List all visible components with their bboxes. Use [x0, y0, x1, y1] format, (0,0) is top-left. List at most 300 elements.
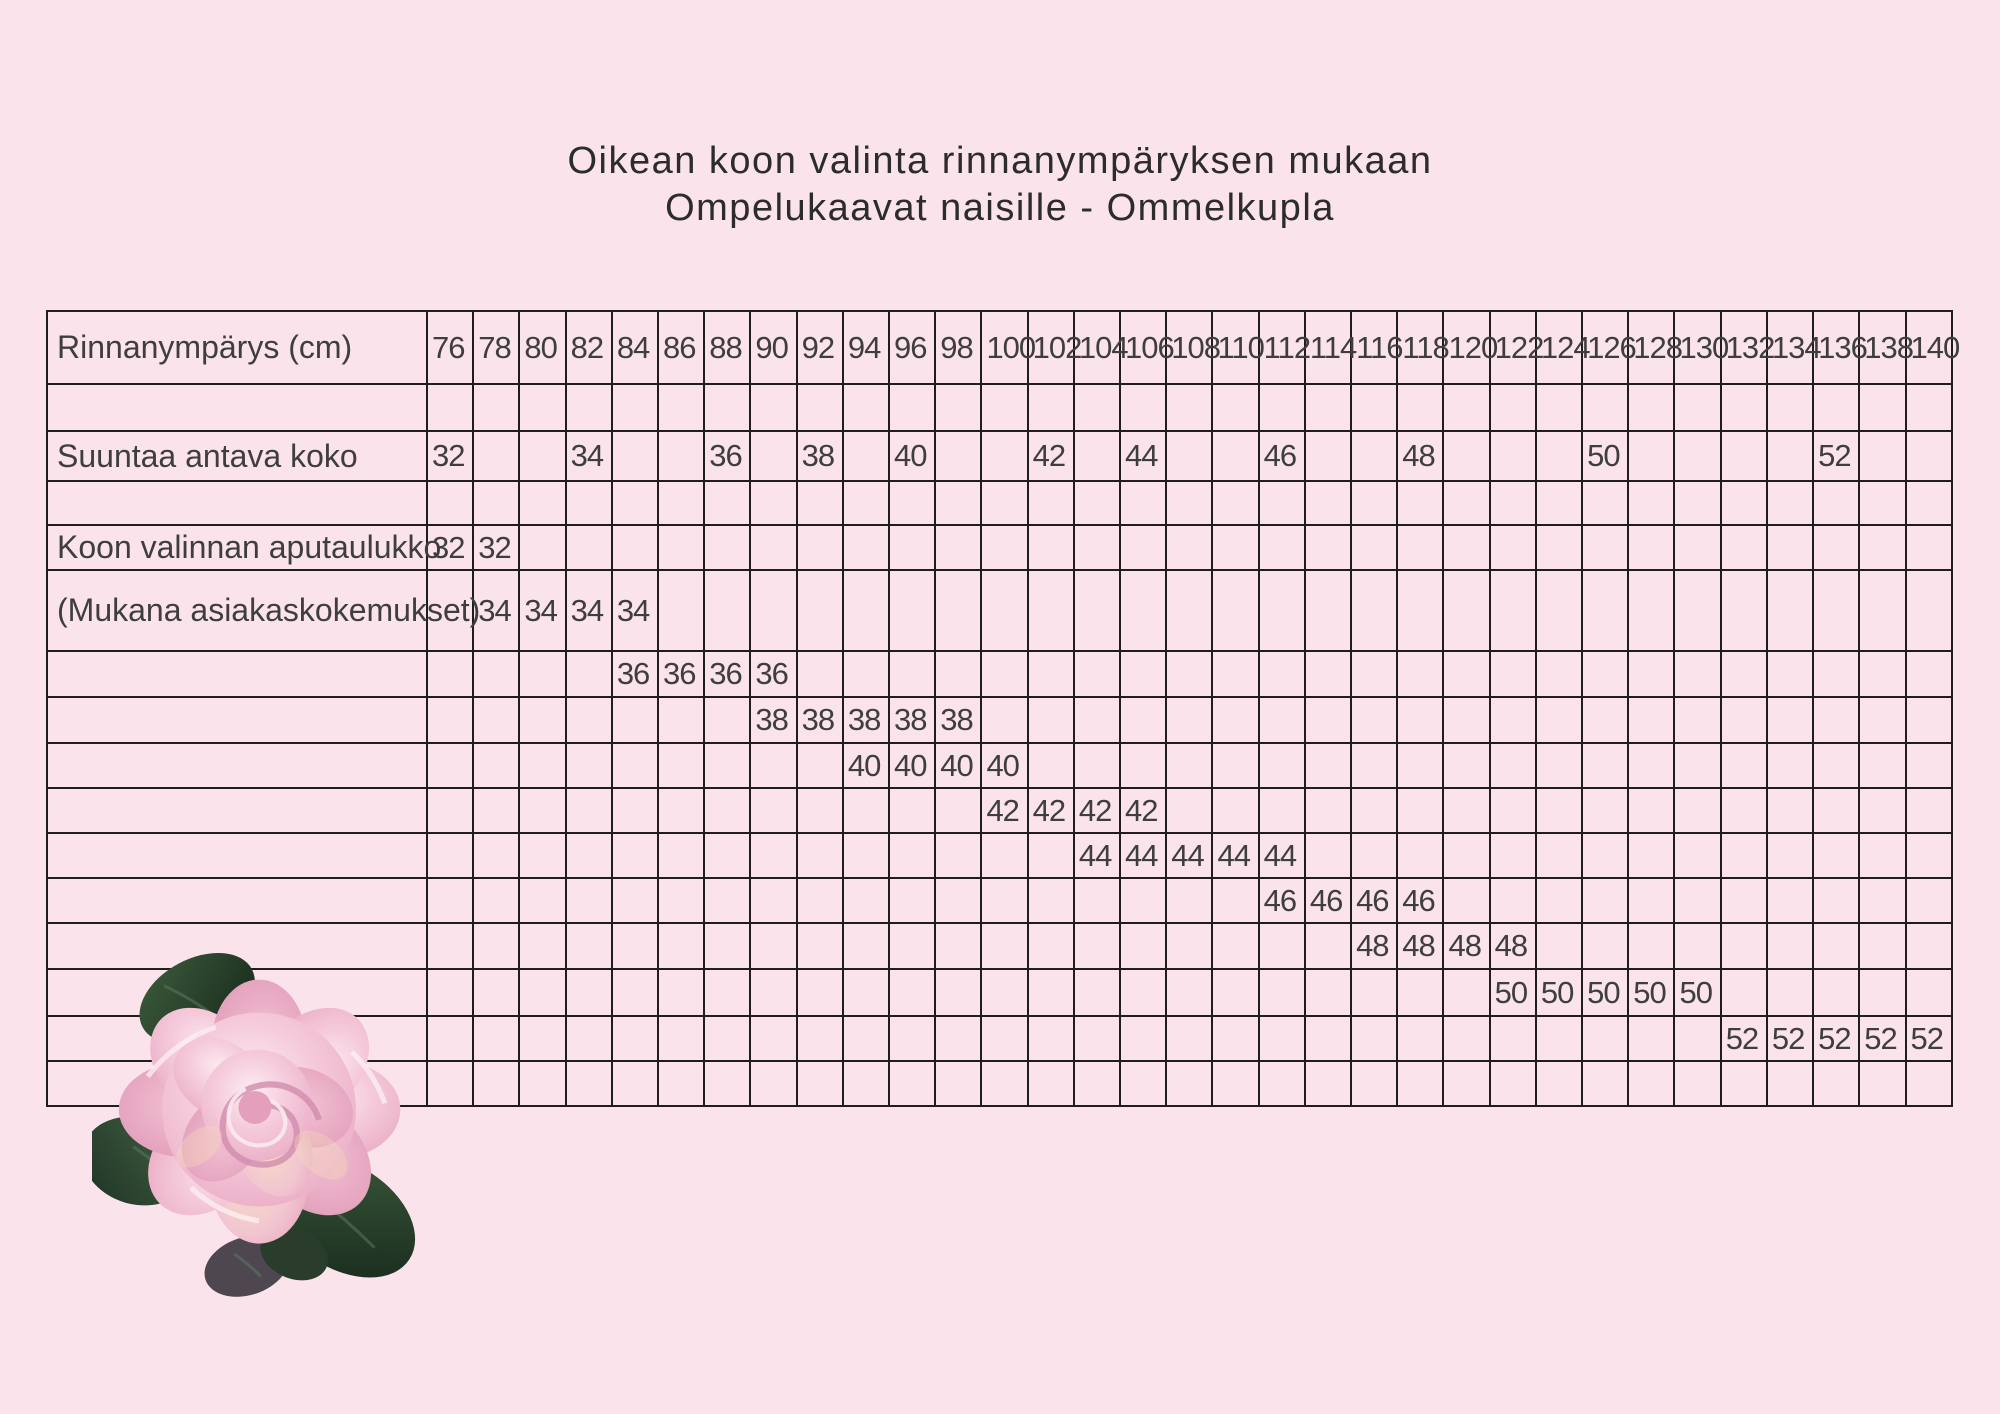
size-cell [1351, 481, 1397, 525]
size-cell [1351, 788, 1397, 833]
size-cell [1028, 525, 1074, 570]
size-row [47, 833, 1952, 878]
size-cell [1443, 431, 1489, 481]
size-cell [1628, 1061, 1674, 1106]
size-cell [1536, 697, 1582, 743]
size-cell [1674, 923, 1720, 969]
size-cell [1351, 651, 1397, 697]
bust-value-cell: 80 [519, 311, 565, 384]
bust-value-cell: 124 [1536, 311, 1582, 384]
size-cell [1767, 384, 1813, 431]
size-cell [1259, 743, 1305, 788]
size-cell [1120, 1016, 1166, 1061]
size-cell [981, 969, 1027, 1016]
size-cell [1397, 525, 1443, 570]
size-cell: 40 [889, 431, 935, 481]
size-cell [843, 570, 889, 651]
size-cell: 40 [889, 743, 935, 788]
size-cell [797, 788, 843, 833]
size-cell: 38 [797, 697, 843, 743]
size-cell [889, 1061, 935, 1106]
size-cell [1767, 525, 1813, 570]
size-cell [1120, 743, 1166, 788]
row-label: Koon valinnan aputaulukko [47, 525, 427, 570]
size-cell [750, 384, 796, 431]
bust-value-cell: 130 [1674, 311, 1720, 384]
size-cell [1120, 697, 1166, 743]
size-cell [519, 384, 565, 431]
size-cell [566, 788, 612, 833]
size-cell [1859, 525, 1905, 570]
size-cell [612, 923, 658, 969]
size-cell [1166, 697, 1212, 743]
size-cell [1536, 525, 1582, 570]
size-cell [1536, 481, 1582, 525]
size-cell: 52 [1767, 1016, 1813, 1061]
size-cell [1721, 833, 1767, 878]
size-cell [843, 384, 889, 431]
bust-value-cell: 106 [1120, 311, 1166, 384]
size-cell [1721, 878, 1767, 923]
size-cell [1813, 697, 1859, 743]
size-cell: 40 [981, 743, 1027, 788]
size-cell [566, 878, 612, 923]
size-cell [981, 1061, 1027, 1106]
size-cell [519, 1016, 565, 1061]
size-row [47, 525, 1952, 570]
size-cell [1813, 570, 1859, 651]
bust-value-cell: 90 [750, 311, 796, 384]
size-cell [612, 788, 658, 833]
bust-value-cell: 92 [797, 311, 843, 384]
size-cell [473, 833, 519, 878]
size-cell: 52 [1813, 1016, 1859, 1061]
size-cell: 36 [704, 651, 750, 697]
size-cell [1767, 878, 1813, 923]
size-cell [1859, 384, 1905, 431]
size-cell [1028, 743, 1074, 788]
size-cell [935, 969, 981, 1016]
size-cell [1397, 969, 1443, 1016]
size-cell [1859, 651, 1905, 697]
size-cell [1582, 384, 1628, 431]
size-cell [1028, 833, 1074, 878]
bust-value-cell: 118 [1397, 311, 1443, 384]
size-cell [1074, 923, 1120, 969]
size-cell [1074, 1016, 1120, 1061]
size-cell [519, 878, 565, 923]
size-cell [704, 1016, 750, 1061]
size-row [47, 651, 1952, 697]
size-cell: 32 [427, 431, 473, 481]
bust-value-cell: 76 [427, 311, 473, 384]
size-cell [1305, 923, 1351, 969]
size-cell [1120, 923, 1166, 969]
size-cell [704, 833, 750, 878]
size-cell: 42 [1074, 788, 1120, 833]
size-cell [935, 525, 981, 570]
size-cell [1859, 969, 1905, 1016]
size-cell: 34 [519, 570, 565, 651]
size-cell [427, 788, 473, 833]
size-cell [1767, 1061, 1813, 1106]
bust-value-cell: 128 [1628, 311, 1674, 384]
size-cell [1443, 833, 1489, 878]
size-cell [1582, 570, 1628, 651]
size-cell [1351, 431, 1397, 481]
size-cell: 36 [658, 651, 704, 697]
bust-value-cell: 94 [843, 311, 889, 384]
row-label: Rinnanympärys (cm) [47, 311, 427, 384]
size-cell [1721, 525, 1767, 570]
size-cell: 38 [889, 697, 935, 743]
size-cell [427, 1016, 473, 1061]
size-cell: 38 [843, 697, 889, 743]
size-cell [658, 923, 704, 969]
size-cell [981, 1016, 1027, 1061]
size-cell [1443, 1016, 1489, 1061]
size-cell [1628, 384, 1674, 431]
size-cell [1906, 833, 1953, 878]
row-label [47, 481, 427, 525]
size-cell [519, 969, 565, 1016]
size-cell [1351, 743, 1397, 788]
size-cell [1351, 570, 1397, 651]
size-cell [1490, 743, 1536, 788]
size-cell [1166, 570, 1212, 651]
size-cell [1906, 384, 1953, 431]
size-cell [843, 969, 889, 1016]
size-cell [1582, 525, 1628, 570]
size-cell [1074, 570, 1120, 651]
size-cell [935, 1016, 981, 1061]
size-cell [1767, 697, 1813, 743]
size-cell [1443, 743, 1489, 788]
size-cell [704, 743, 750, 788]
size-cell [1166, 969, 1212, 1016]
size-cell [704, 969, 750, 1016]
size-cell: 40 [935, 743, 981, 788]
row-label [47, 743, 427, 788]
size-cell [1906, 570, 1953, 651]
size-cell [1628, 878, 1674, 923]
size-cell [1813, 481, 1859, 525]
bust-value-cell: 78 [473, 311, 519, 384]
size-cell [612, 384, 658, 431]
size-cell [1212, 697, 1258, 743]
size-cell [1582, 833, 1628, 878]
size-cell [566, 651, 612, 697]
size-cell [1443, 878, 1489, 923]
size-cell: 36 [704, 431, 750, 481]
size-cell [1674, 788, 1720, 833]
size-cell [981, 651, 1027, 697]
size-cell [843, 833, 889, 878]
size-cell [519, 525, 565, 570]
size-cell: 52 [1859, 1016, 1905, 1061]
size-cell [889, 570, 935, 651]
size-cell [427, 384, 473, 431]
size-cell [1582, 743, 1628, 788]
size-cell [1305, 788, 1351, 833]
size-cell [1212, 651, 1258, 697]
size-cell [843, 1061, 889, 1106]
size-cell: 50 [1490, 969, 1536, 1016]
size-cell [1443, 481, 1489, 525]
size-cell [1582, 651, 1628, 697]
size-cell [750, 923, 796, 969]
size-cell [1721, 651, 1767, 697]
size-cell [519, 431, 565, 481]
size-cell [1906, 525, 1953, 570]
size-cell [1721, 1061, 1767, 1106]
size-cell [1166, 923, 1212, 969]
size-cell [1166, 431, 1212, 481]
size-cell [519, 743, 565, 788]
size-cell [658, 833, 704, 878]
size-cell [935, 878, 981, 923]
title-line-2: Ompelukaavat naisille - Ommelkupla [665, 187, 1335, 229]
size-cell: 48 [1490, 923, 1536, 969]
size-cell: 42 [1028, 431, 1074, 481]
size-cell: 48 [1397, 431, 1443, 481]
size-cell [427, 833, 473, 878]
size-cell [1536, 1016, 1582, 1061]
size-cell: 44 [1259, 833, 1305, 878]
bust-value-cell: 82 [566, 311, 612, 384]
size-cell [1813, 969, 1859, 1016]
size-cell [1674, 697, 1720, 743]
size-cell [612, 969, 658, 1016]
size-cell [427, 1061, 473, 1106]
size-cell: 52 [1813, 431, 1859, 481]
size-cell [1166, 651, 1212, 697]
size-cell [1351, 697, 1397, 743]
size-cell [519, 697, 565, 743]
size-cell [1582, 923, 1628, 969]
size-cell: 50 [1536, 969, 1582, 1016]
size-cell [843, 923, 889, 969]
size-cell [1767, 431, 1813, 481]
size-cell [1074, 1061, 1120, 1106]
size-cell [1120, 525, 1166, 570]
size-cell: 44 [1120, 833, 1166, 878]
size-cell [1767, 833, 1813, 878]
size-cell [797, 570, 843, 651]
size-cell [1490, 1016, 1536, 1061]
size-cell [1305, 431, 1351, 481]
size-cell: 36 [750, 651, 796, 697]
size-cell [935, 1061, 981, 1106]
size-cell [1536, 651, 1582, 697]
size-cell [1906, 969, 1953, 1016]
size-cell [1674, 570, 1720, 651]
size-cell: 44 [1120, 431, 1166, 481]
size-cell [1490, 1061, 1536, 1106]
size-cell: 48 [1397, 923, 1443, 969]
size-cell [750, 878, 796, 923]
size-cell [981, 384, 1027, 431]
size-cell [566, 833, 612, 878]
size-cell [1351, 1016, 1397, 1061]
size-cell [797, 833, 843, 878]
size-cell [1582, 788, 1628, 833]
size-cell [1674, 651, 1720, 697]
size-cell [981, 833, 1027, 878]
size-cell [1028, 1016, 1074, 1061]
size-cell: 34 [566, 570, 612, 651]
size-cell [1351, 969, 1397, 1016]
size-cell [704, 481, 750, 525]
size-cell [797, 651, 843, 697]
size-cell [981, 697, 1027, 743]
size-cell [1813, 878, 1859, 923]
size-cell [1536, 878, 1582, 923]
size-cell [750, 570, 796, 651]
size-cell [519, 651, 565, 697]
size-cell [1305, 651, 1351, 697]
size-cell [1859, 570, 1905, 651]
size-cell [1212, 969, 1258, 1016]
size-cell [1859, 1061, 1905, 1106]
size-cell [1813, 833, 1859, 878]
size-cell [1721, 788, 1767, 833]
size-cell: 46 [1397, 878, 1443, 923]
size-cell [1212, 743, 1258, 788]
size-cell [935, 481, 981, 525]
size-cell [658, 525, 704, 570]
bust-value-cell: 116 [1351, 311, 1397, 384]
size-cell [704, 525, 750, 570]
bust-value-cell: 98 [935, 311, 981, 384]
size-cell [1028, 923, 1074, 969]
size-row [47, 431, 1952, 481]
size-cell [1028, 697, 1074, 743]
bust-value-cell: 114 [1305, 311, 1351, 384]
size-cell [566, 1016, 612, 1061]
size-cell [1767, 570, 1813, 651]
size-cell [1120, 481, 1166, 525]
size-cell [1305, 1061, 1351, 1106]
size-cell [935, 788, 981, 833]
size-cell [797, 743, 843, 788]
row-label [47, 384, 427, 431]
size-cell [1028, 570, 1074, 651]
size-cell [843, 431, 889, 481]
size-cell [1212, 525, 1258, 570]
size-cell [843, 651, 889, 697]
size-cell [1536, 431, 1582, 481]
size-cell: 46 [1259, 431, 1305, 481]
size-cell: 50 [1582, 431, 1628, 481]
bust-value-cell: 120 [1443, 311, 1489, 384]
size-cell [1721, 969, 1767, 1016]
bust-value-cell: 122 [1490, 311, 1536, 384]
page-title [0, 138, 2000, 232]
size-cell [704, 697, 750, 743]
bust-value-cell: 136 [1813, 311, 1859, 384]
size-cell [750, 743, 796, 788]
size-cell: 38 [935, 697, 981, 743]
size-cell [473, 481, 519, 525]
size-cell [889, 525, 935, 570]
size-cell [1813, 651, 1859, 697]
size-cell [1166, 788, 1212, 833]
size-cell [1628, 833, 1674, 878]
size-cell [889, 833, 935, 878]
size-cell [704, 923, 750, 969]
size-cell [1628, 1016, 1674, 1061]
size-cell [427, 651, 473, 697]
size-cell [658, 481, 704, 525]
size-cell [1028, 481, 1074, 525]
size-cell: 44 [1074, 833, 1120, 878]
size-cell [1906, 481, 1953, 525]
size-cell [1212, 431, 1258, 481]
size-cell [1674, 525, 1720, 570]
size-cell [427, 743, 473, 788]
size-cell [935, 570, 981, 651]
size-cell [1490, 525, 1536, 570]
size-cell [1259, 969, 1305, 1016]
size-cell [658, 384, 704, 431]
size-cell [473, 788, 519, 833]
size-cell [1721, 384, 1767, 431]
size-cell [566, 969, 612, 1016]
bust-value-cell: 138 [1859, 311, 1905, 384]
size-cell [797, 1061, 843, 1106]
row-label [47, 833, 427, 878]
title-line-1: Oikean koon valinta rinnanympäryksen mukaan [567, 140, 1433, 182]
size-cell [1674, 878, 1720, 923]
size-cell [981, 923, 1027, 969]
size-cell [566, 525, 612, 570]
bust-value-cell: 104 [1074, 311, 1120, 384]
size-cell [1120, 651, 1166, 697]
size-cell [1582, 1061, 1628, 1106]
size-cell [473, 878, 519, 923]
size-cell [1813, 923, 1859, 969]
size-cell [1582, 697, 1628, 743]
size-cell [519, 923, 565, 969]
size-cell [1259, 788, 1305, 833]
size-cell [1859, 481, 1905, 525]
size-cell [1212, 1016, 1258, 1061]
size-cell [1628, 481, 1674, 525]
size-cell [1859, 431, 1905, 481]
size-cell [473, 743, 519, 788]
bust-value-cell: 100 [981, 311, 1027, 384]
size-cell [1536, 923, 1582, 969]
bust-value-cell: 88 [704, 311, 750, 384]
size-cell [566, 743, 612, 788]
size-cell [612, 1016, 658, 1061]
size-cell [1813, 525, 1859, 570]
size-cell [981, 525, 1027, 570]
size-cell [1859, 697, 1905, 743]
size-cell [1628, 923, 1674, 969]
size-cell [1628, 651, 1674, 697]
size-cell [1674, 1061, 1720, 1106]
size-cell [750, 1061, 796, 1106]
size-cell [1628, 697, 1674, 743]
size-cell [658, 743, 704, 788]
size-cell [750, 1016, 796, 1061]
size-cell [1305, 570, 1351, 651]
size-cell [750, 788, 796, 833]
size-cell [1305, 384, 1351, 431]
size-cell [658, 431, 704, 481]
